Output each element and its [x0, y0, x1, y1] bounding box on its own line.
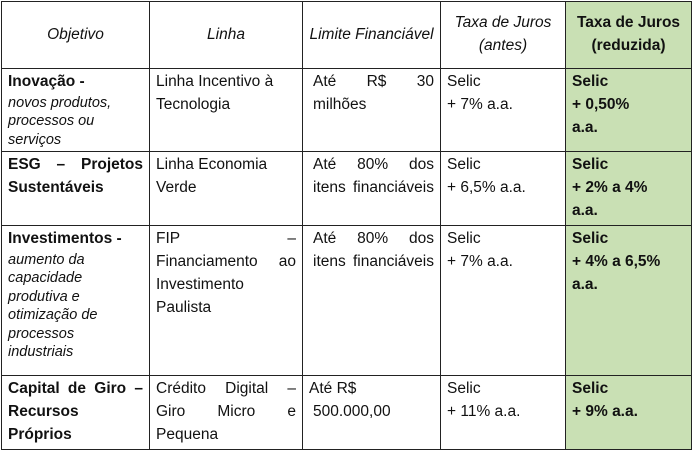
header-taxa-antes: Taxa de Juros (antes): [441, 2, 566, 69]
header-objetivo: Objetivo: [2, 2, 150, 69]
taxa-antes-line2: + 6,5% a.a.: [447, 179, 526, 197]
limite-line1: Até R$: [309, 379, 357, 397]
cell-taxa-reduzida: [566, 152, 692, 226]
table-row: [2, 375, 692, 449]
taxa-antes-line1: Selic: [447, 73, 481, 90]
table-row: [2, 225, 692, 375]
cell-limite: Até R$ 30 milhões: [303, 69, 441, 152]
objetivo-title: Investimentos -: [8, 229, 122, 247]
header-taxa-reduzida: Taxa de Juros (reduzida): [566, 2, 692, 69]
taxa-red-line2: + 2% a 4%: [572, 179, 648, 197]
taxa-red-line1: Selic: [572, 73, 609, 90]
cell-taxa-antes: [441, 152, 566, 226]
cell-linha: Linha Incentivo à Tecnologia: [150, 69, 303, 152]
cell-taxa-antes: [441, 69, 566, 152]
cell-linha: FIP – Financiamento ao Investimento Paulista: [150, 225, 303, 375]
credit-lines-table: [1, 1, 692, 450]
cell-limite: [303, 375, 441, 449]
taxa-red-line2: + 9% a.a.: [572, 402, 638, 420]
table-row: [2, 152, 692, 226]
taxa-red-line3: a.a.: [572, 202, 598, 220]
taxa-red-line3: a.a.: [572, 118, 598, 136]
cell-objetivo: ESG – Projetos Sustentáveis: [2, 152, 150, 226]
cell-linha: Linha Economia Verde: [150, 152, 303, 226]
taxa-antes-line1: Selic: [447, 229, 481, 247]
cell-taxa-antes: [441, 375, 566, 449]
cell-taxa-reduzida: [566, 225, 692, 375]
limite-line2: 500.000,00: [313, 402, 391, 420]
table-row: [2, 69, 692, 152]
taxa-red-line2: + 4% a 6,5%: [572, 252, 661, 270]
taxa-red-line1: Selic: [572, 379, 609, 397]
taxa-antes-line2: + 11% a.a.: [447, 402, 521, 420]
taxa-red-line1: Selic: [572, 229, 609, 247]
taxa-antes-line1: Selic: [447, 156, 481, 174]
objetivo-desc: aumento da capacidade produtiva e otimização de processos industriais: [8, 251, 98, 360]
taxa-red-line2: + 0,50%: [572, 95, 630, 113]
header-limite: Limite Financiável: [303, 2, 441, 69]
cell-objetivo: [2, 69, 150, 152]
cell-limite: Até 80% dos itens financiáveis: [303, 152, 441, 226]
header-row: [2, 2, 692, 69]
taxa-antes-line2: + 7% a.a.: [447, 95, 513, 113]
cell-taxa-reduzida: [566, 69, 692, 152]
objetivo-desc: novos produtos, processos ou serviços: [8, 94, 112, 148]
objetivo-title: Inovação -: [8, 73, 85, 90]
header-linha: Linha: [150, 2, 303, 69]
cell-objetivo: Capital de Giro – Recursos Próprios: [2, 375, 150, 449]
cell-taxa-reduzida: [566, 375, 692, 449]
cell-linha: Crédito Digital – Giro Micro e Pequena: [150, 375, 303, 449]
taxa-red-line3: a.a.: [572, 275, 598, 293]
taxa-antes-line2: + 7% a.a.: [447, 252, 513, 270]
taxa-red-line1: Selic: [572, 156, 609, 174]
cell-taxa-antes: [441, 225, 566, 375]
cell-limite: Até 80% dos itens financiáveis: [303, 225, 441, 375]
cell-objetivo: [2, 225, 150, 375]
taxa-antes-line1: Selic: [447, 379, 481, 397]
